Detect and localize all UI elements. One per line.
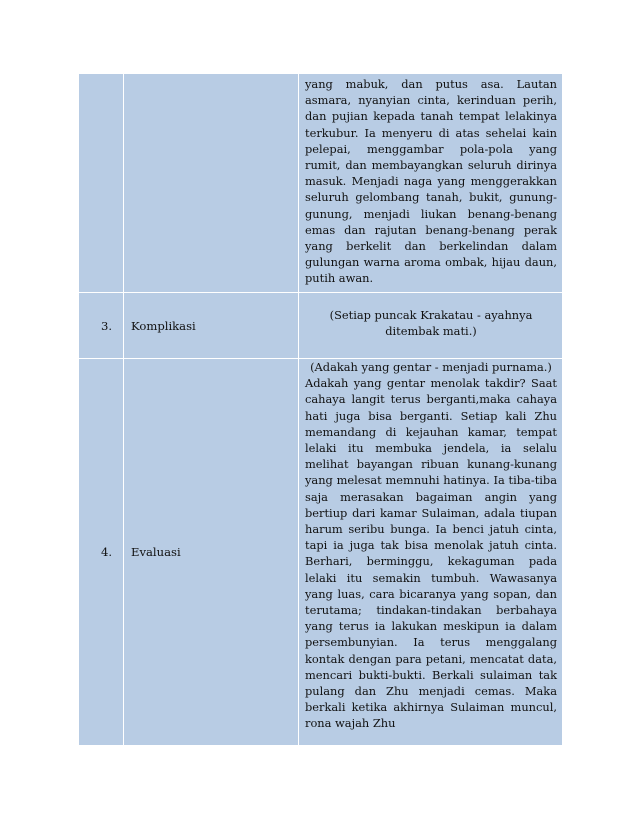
structure-label: Komplikasi xyxy=(131,318,196,333)
table-row xyxy=(79,359,563,746)
excerpt-heading: (Setiap puncak Krakatau - ayahnya ditembak mati.) xyxy=(329,308,533,339)
text-cell xyxy=(299,293,563,359)
excerpt-text: Adakah yang gentar menolak takdir? Saat cahaya langit terus berganti,maka cahaya hati juga bisa berganti. Setiap kali Zhu memandang di kejauhan kamar, tempat lelaki itu membuka jendela, ia selalu melihat bayangan ribuan kunang-kunang yang melesat memnuhi hatinya. Ia tiba-tiba saja merasakan bagaiman angin yang bertiup dari kamar Sulaiman, adala tiupan harum seribu bunga. Ia benci jatuh cinta, tapi ia juga tak bisa menolak jatuh cinta. Berhari, berminggu, kekaguman pada lelaki itu semakin tumbuh. Wawasanya yang luas, cara bicaranya yang sopan, dan terutama; tindakan-tindakan berbahaya yang terus ia lakukan meskipun ia dalam persembunyian. Ia terus menggalang kontak dengan para petani, mencatat data, mencari bukti-bukti. Berkali sulaiman tak pulang dan Zhu menjadi cemas. Maka berkali ketika akhirnya Sulaiman muncul, rona wajah Zhu xyxy=(305,376,557,731)
structure-cell xyxy=(124,74,299,293)
text-cell xyxy=(299,74,563,293)
row-number: 4. xyxy=(101,545,113,559)
table-row xyxy=(79,293,563,359)
row-number-cell xyxy=(79,293,124,359)
row-number: 3. xyxy=(101,318,113,333)
excerpt-text: yang mabuk, dan putus asa. Lautan asmara, nyanyian cinta, kerinduan perih, dan pujian kepada tanah tempat lelakinya terkubur. Ia menyeru di atas sehelai kain pelepai, menggambar pola-pola yang rumit, dan membayangkan seluruh dirinya masuk. Menjadi naga yang menggerakkan seluruh gelombang tanah, bukit, gunung-gunung, menjadi liukan benang-benang emas dan rajutan benang-benang perak yang berkelit dan berkelindan dalam gulungan warna aroma ombak, hijau daun, putih awan. xyxy=(305,77,557,286)
excerpt-heading: (Adakah yang gentar - menjadi purnama.) xyxy=(310,360,552,374)
narrative-structure-table xyxy=(78,73,563,746)
row-number-cell xyxy=(79,359,124,746)
row-number-cell xyxy=(79,74,124,293)
structure-cell xyxy=(124,293,299,359)
structure-cell xyxy=(124,359,299,746)
text-cell xyxy=(299,359,563,746)
structure-label: Evaluasi xyxy=(131,545,181,559)
table-row xyxy=(79,74,563,293)
